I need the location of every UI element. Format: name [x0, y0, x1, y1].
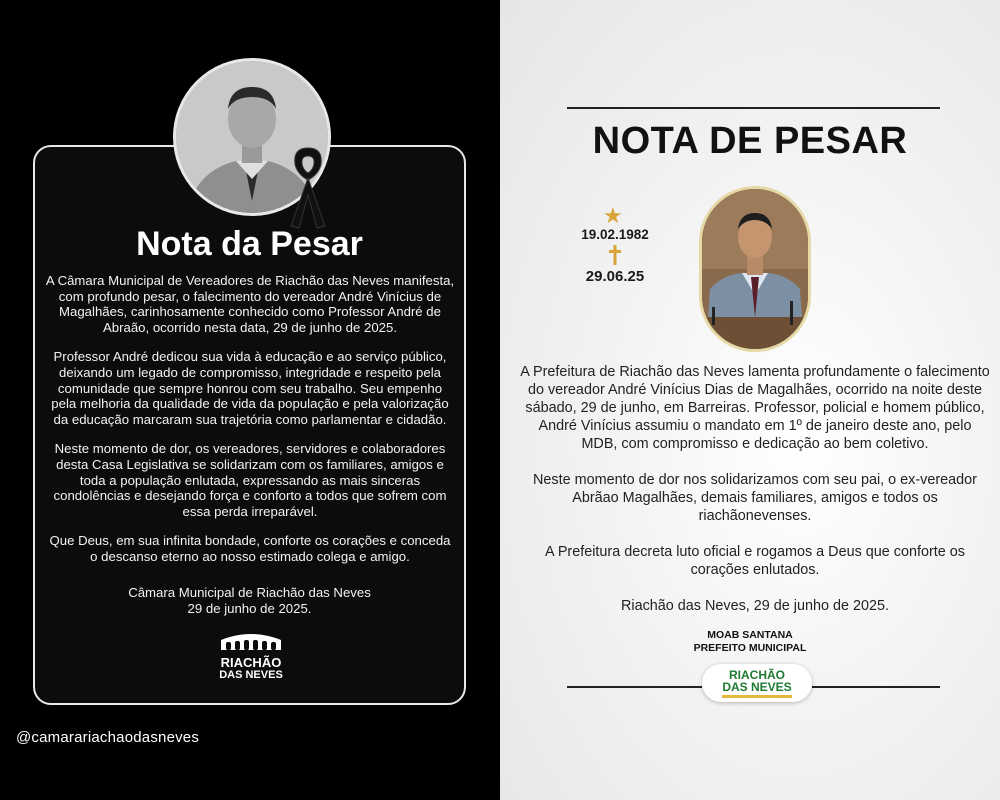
right-body-text	[520, 363, 990, 633]
right-paragraph: A Prefeitura decreta luto oficial e rogamos a Deus que conforte os corações enlutados.	[545, 544, 965, 578]
birth-date: 19.02.1982	[581, 227, 649, 242]
left-paragraph: A Câmara Municipal de Vereadores de Riachão das Neves manifesta, com profundo pesar, o falecimento do vereador André Vinícius de Magalhães, carinhosamente conhecido como Professor André de Abraão, ocorrido nesta data, 29 de junho de 2025.	[45, 273, 455, 335]
prefeitura-logo	[702, 664, 812, 702]
mourning-ribbon-icon	[285, 140, 331, 230]
signer-block	[500, 629, 1000, 655]
top-divider	[567, 107, 940, 109]
social-handle: @camarariachaodasneves	[16, 729, 200, 746]
death-date: 29.06.25	[585, 268, 645, 285]
left-signature	[33, 585, 466, 616]
logo-text-line1: RIACHÃO	[220, 655, 282, 670]
portrait-photo-color	[699, 186, 811, 352]
logo-text-line2: DAS NEVES	[722, 680, 792, 694]
left-paragraph: Que Deus, em sua infinita bondade, conforte os corações e conceda o descanso eterno ao nosso estimado colega e amigo.	[49, 533, 451, 564]
left-body-text	[45, 273, 455, 579]
cross-icon	[605, 244, 625, 266]
place-date: Riachão das Neves, 29 de junho de 2025.	[620, 598, 890, 614]
bottom-divider-right	[812, 686, 940, 688]
logo-accent-bar	[722, 695, 792, 698]
logo-text-line1: RIACHÃO	[729, 668, 785, 682]
right-paragraph: Neste momento de dor nos solidarizamos com seu pai, o ex-vereador Abrãao Magalhães, demais familiares, amigos e todos os riachãonevenses.	[533, 472, 977, 524]
bottom-divider-left	[567, 686, 702, 688]
left-title: Nota da Pesar	[136, 225, 363, 263]
signer-name: MOAB SANTANA	[707, 629, 793, 641]
signature-date: 29 de junho de 2025.	[187, 600, 312, 616]
signer-role: PREFEITO MUNICIPAL	[693, 642, 807, 654]
star-icon: ★	[603, 203, 623, 228]
right-paragraph: A Prefeitura de Riachão das Neves lamenta profundamente o falecimento do vereador André Vinícius Dias de Magalhães, ocorrido na noite deste sábado, 29 de junho, em Barreiras. Professor, policial e homem público, André Vinícius assumiu o mandato em 1º de janeiro deste ano, pelo MDB, com compromisso e dedicação ao bem coletivo.	[520, 364, 990, 452]
building-arches-icon	[216, 628, 286, 652]
signature-institution: Câmara Municipal de Riachão das Neves	[128, 585, 371, 600]
camara-logo	[216, 628, 286, 688]
logo-text-line2: DAS NEVES	[219, 669, 283, 681]
left-paragraph: Neste momento de dor, os vereadores, servidores e colaboradores desta Casa Legislativa se solidarizam com os familiares, amigos e toda a população enlutada, expressando as mais sinceras condolências e desejando força e conforto a todos que sofrem com essa perda irreparável.	[53, 441, 447, 519]
right-title: NOTA DE PESAR	[592, 120, 908, 162]
left-paragraph: Professor André dedicou sua vida à educação e ao serviço público, deixando um legado de compromisso, integridade e respeito pela comunidade que sempre honrou com seu trabalho. Seu empenho pela melhoria da qualidade de vida da população e pela valorização da educação marcaram sua trajetória como parlamentar e cidadão.	[51, 349, 449, 427]
